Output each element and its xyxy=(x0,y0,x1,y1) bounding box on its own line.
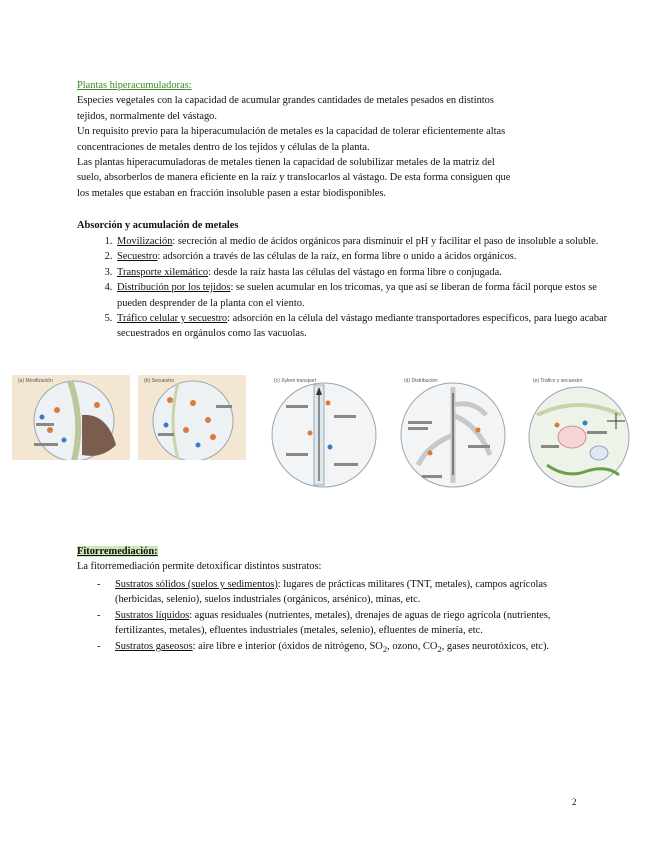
subscript: 2 xyxy=(382,643,388,654)
figure-panel-mobilization xyxy=(12,375,130,460)
panel-label: (a) Movilización xyxy=(18,378,53,384)
figure-panel-sequestration xyxy=(138,375,246,460)
step-text: : desde la raíz hasta las células del vástago en forma libre o conjugada. xyxy=(208,266,502,278)
step-term: Tráfico celular y secuestro xyxy=(117,313,228,325)
phytoremediation-intro: La fitorremediación permite detoxificar distintos sustratos: xyxy=(77,561,322,573)
list-item xyxy=(77,608,572,639)
figure-panel-xylem xyxy=(268,375,380,490)
xylem-illustration xyxy=(268,375,380,490)
page-number: 2 xyxy=(572,797,577,807)
list-item xyxy=(77,577,572,608)
paragraph-line: tejidos, normalmente del vástago. xyxy=(77,110,217,122)
step-text: : se suelen acumular en los tricomas, ya que así se liberan de forma fácil porque estos se pueden desprender de la planta con el viento. xyxy=(117,282,597,309)
paragraph-line: Las plantas hiperacumuladoras de metales tienen la capacidad de solubilizar metales de la matriz del xyxy=(77,157,495,169)
step-text: : adsorción a través de las células de la raíz, en forma libre o unido a ácidos orgánicos. xyxy=(157,251,517,263)
section-heading-hyperaccumulators: Plantas hiperacumuladoras: xyxy=(77,80,192,91)
substrate-text: : aire libre e interior (óxidos de nitrógeno, SO xyxy=(192,640,383,652)
figure-panel-distribution xyxy=(398,375,508,490)
step-term: Transporte xilemático xyxy=(117,266,209,278)
trafficking-illustration xyxy=(527,375,631,492)
paragraph-line: Especies vegetales con la capacidad de acumular grandes cantidades de metales pesados en distintos xyxy=(77,95,494,107)
step-text: : adsorción en la célula del vástago mediante transportadores específicos, para luego acabar secuestrados en orgánulos como las vacuolas. xyxy=(117,313,608,340)
step-term: Movilización xyxy=(117,236,173,247)
absorption-steps-list xyxy=(77,234,610,342)
step-term: Secuestro xyxy=(117,251,158,263)
step-term: Distribución por los tejidos xyxy=(117,282,231,294)
section-heading-phytoremediation: Fitorremediación: xyxy=(77,546,158,557)
list-item xyxy=(115,311,610,342)
paragraph-line: concentraciones de metales dentro de los tejidos y células de la planta. xyxy=(77,141,370,153)
substrate-text: : lugares de prácticas militares (TNT, metales), campos agrícolas (herbicidas, selenio), suelos industriales (orgánicos, arsénico), minas, etc. xyxy=(115,579,548,606)
substrate-text: : aguas residuales (nutrientes, metales), drenajes de aguas de riego agrícola (nutrientes, fertilizantes, metales), efluentes industriales (metales, selenio), efluentes de minería, etc. xyxy=(115,609,551,637)
list-item xyxy=(115,234,610,249)
section-heading-absorption: Absorción y acumulación de metales xyxy=(77,220,239,231)
hyperaccumulators-section xyxy=(77,78,572,201)
list-item xyxy=(115,280,610,311)
substrate-text: , gases neurotóxicos, etc). xyxy=(441,640,550,652)
mobilization-illustration xyxy=(12,375,130,460)
substrate-term: Sustratos gaseosos xyxy=(115,640,193,652)
list-item xyxy=(77,639,572,657)
paragraph-line: suelo, absorberlos de manera eficiente en la raíz y translocarlos al vástago. De esta forma consiguen que xyxy=(77,172,511,184)
panel-label: (d) Distribución xyxy=(404,378,438,384)
substrate-term: Sustratos líquidos xyxy=(115,609,190,621)
phytoremediation-section xyxy=(77,544,572,575)
panel-label: (c) Xylem transport xyxy=(274,378,317,384)
sequestration-illustration xyxy=(138,375,246,460)
panel-label: (b) Secuestro xyxy=(144,378,175,384)
substrates-list xyxy=(77,577,572,657)
step-text: : secreción al medio de ácidos orgánicos para disminuir el pH y facilitar el paso de insoluble a soluble. xyxy=(172,236,599,247)
panel-label: (e) Tráfico y secuestro xyxy=(533,378,583,384)
substrate-term: Sustratos sólidos (suelos y sedimentos) xyxy=(115,579,278,590)
figure-panel-trafficking xyxy=(527,375,631,492)
paragraph-line: Un requisito previo para la hiperacumulación de metales es la capacidad de tolerar eficientemente altas xyxy=(77,126,506,138)
list-item xyxy=(115,265,610,280)
subscript: 2 xyxy=(437,643,442,654)
paragraph-line: los metales que estaban en fracción insoluble pasen a estar biodisponibles. xyxy=(77,187,387,199)
list-item xyxy=(115,249,610,264)
substrate-text: , ozono, CO xyxy=(387,640,438,652)
distribution-illustration xyxy=(398,375,508,490)
